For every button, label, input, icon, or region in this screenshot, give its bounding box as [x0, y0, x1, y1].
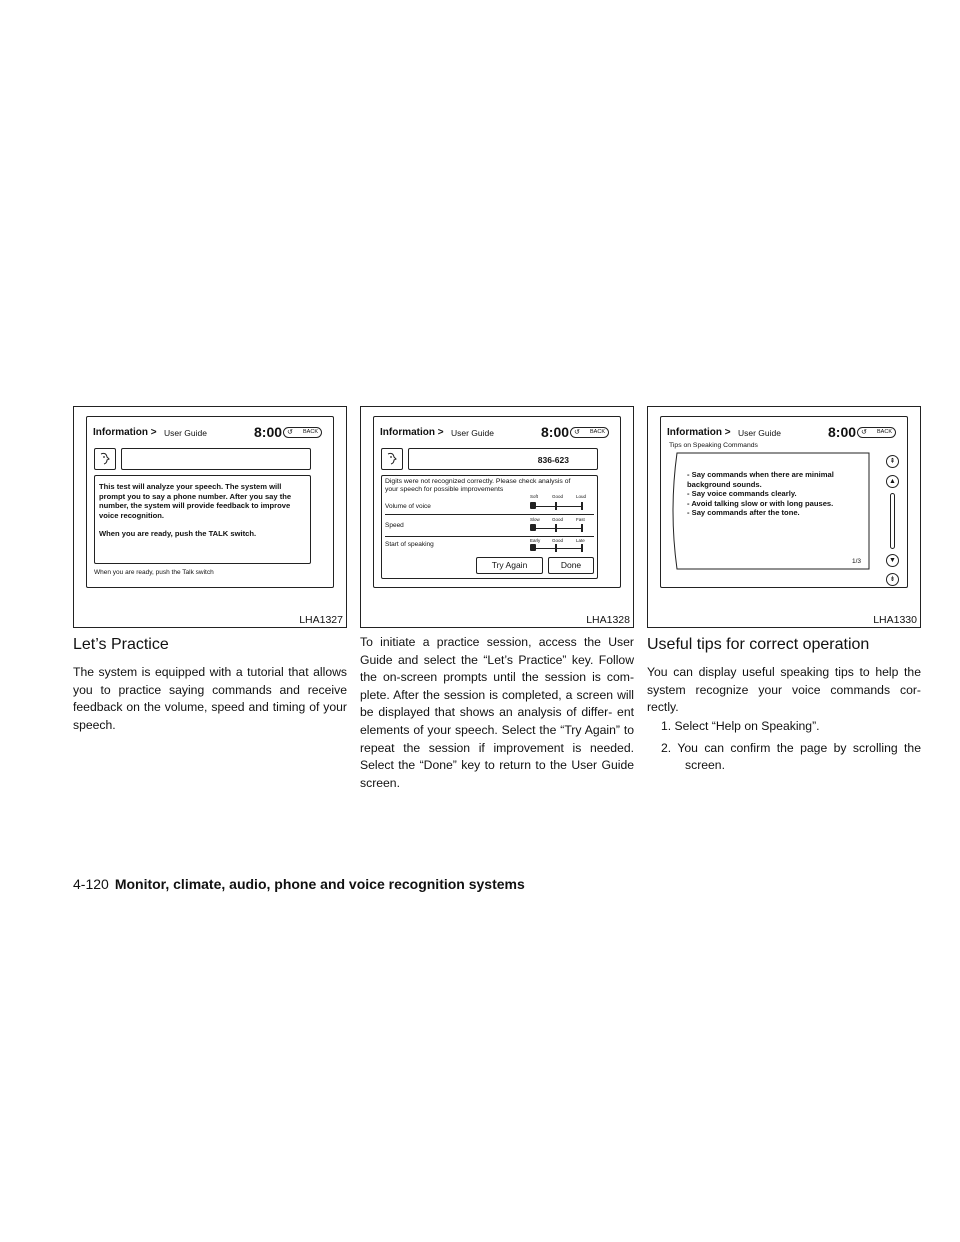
practice-instruction: When you are ready, push the TALK switch.	[99, 529, 257, 538]
scale-high-label: Loud	[576, 494, 587, 499]
scale-mid-label: Good	[552, 538, 564, 543]
scale-line	[532, 528, 582, 529]
figure-lha1328	[360, 406, 634, 628]
divider	[385, 536, 594, 537]
scale-tick	[555, 544, 557, 552]
figure-code: LHA1327	[299, 614, 343, 626]
clock: 8:00	[541, 424, 570, 440]
information-label: Information >	[667, 427, 731, 438]
screen-header	[667, 426, 901, 442]
breadcrumb: User Guide	[164, 428, 207, 438]
back-arrow-icon: ↺	[574, 429, 580, 436]
information-label: Information >	[380, 427, 444, 438]
information-label: Information >	[93, 427, 157, 438]
initiate-paragraph: To initiate a practice session, access the User Guide and select the “Let’s Practice” key. Follow the on-screen prompts until the session is com- plete. After the session is completed, a screen will be displayed that shows an analysis of differ- ent elements of your speech. Select the “Try Again” to repeat the session if improvement is needed. Select the “Done” key to return to the User Guide screen.	[360, 635, 634, 790]
scroll-top-icon[interactable]: ⇞	[886, 455, 899, 468]
scale-tick	[581, 544, 583, 552]
scrollbar[interactable]	[890, 493, 895, 549]
scale-high-label: Late	[576, 538, 585, 543]
done-button[interactable]: Done	[548, 557, 594, 574]
voice-face-icon	[94, 448, 116, 470]
try-again-button[interactable]: Try Again	[476, 557, 543, 574]
scale-low-label: Early	[530, 538, 541, 543]
scale-mid-label: Good	[552, 517, 564, 522]
clock: 8:00	[828, 424, 857, 440]
scroll-bottom-icon[interactable]: ⇟	[886, 573, 899, 586]
number-field	[408, 448, 598, 470]
practice-message: This test will analyze your speech. The system will prompt you to say a phone number. After you say the number, the system will provide feedback to improve voice recognition.	[99, 482, 292, 520]
scale-mid-label: Good	[552, 494, 564, 499]
back-arrow-icon: ↺	[861, 429, 867, 436]
tips-list	[687, 470, 834, 518]
voice-face-icon	[381, 448, 403, 470]
heading-useful-tips: Useful tips for correct operation	[647, 636, 870, 653]
scale-line	[532, 506, 582, 507]
nav-screen	[373, 416, 621, 588]
step-item: 2. You can confirm the page by scrolling the screen.	[661, 740, 921, 773]
scale-line	[532, 548, 582, 549]
practice-paragraph: The system is equipped with a tutorial that allows you to practice saying commands and receive feedback on the volume, speed and timing of your speech.	[73, 665, 347, 732]
back-arrow-icon: ↺	[287, 429, 293, 436]
tip-line: - Avoid talking slow or with long pauses.	[687, 498, 834, 508]
tip-line: background sounds.	[687, 479, 762, 489]
status-line: When you are ready, push the Talk switch	[94, 569, 214, 576]
analysis-message: Digits were not recognized correctly. Please check analysis of your speech for possible improvements	[385, 478, 571, 493]
scale-tick	[581, 502, 583, 510]
scroll-up-icon[interactable]: ▲	[886, 475, 899, 488]
scale-marker	[530, 502, 536, 509]
nav-screen	[86, 416, 334, 588]
figure-lha1327	[73, 406, 347, 628]
back-button[interactable]: ↺ BACK	[570, 427, 609, 438]
screen-header	[380, 426, 614, 442]
scale-low-label: Slow	[530, 517, 540, 522]
step-item: 1. Select “Help on Speaking”.	[661, 719, 820, 733]
clock: 8:00	[254, 424, 283, 440]
page-footer	[73, 876, 525, 892]
analysis-box	[381, 475, 598, 579]
figure-code: LHA1330	[873, 614, 917, 626]
tip-line: - Say commands after the tone.	[687, 508, 800, 517]
scale-low-label: Soft	[530, 494, 539, 499]
row-label-volume: Volume of voice	[385, 503, 431, 510]
tips-title: Tips on Speaking Commands	[669, 442, 758, 449]
tips-paragraph: You can display useful speaking tips to help the system recognize your voice commands cor- rectly.	[647, 665, 921, 715]
heading-lets-practice: Let’s Practice	[73, 636, 169, 653]
message-box	[94, 475, 311, 564]
page-number: 4-120	[73, 876, 109, 892]
nav-screen	[660, 416, 908, 588]
recognized-number: 836-623	[537, 455, 569, 465]
tip-line: - Say voice commands clearly.	[687, 489, 797, 498]
scale-marker	[530, 544, 536, 551]
figure-code: LHA1328	[586, 614, 630, 626]
breadcrumb: User Guide	[738, 428, 781, 438]
page-indicator: 1/3	[851, 558, 861, 565]
row-label-start: Start of speaking	[385, 541, 434, 548]
row-label-speed: Speed	[385, 522, 404, 529]
back-button[interactable]: ↺ BACK	[283, 427, 322, 438]
divider	[385, 514, 594, 515]
tip-line: - Say commands when there are minimal	[687, 470, 834, 479]
scale-high-label: Fast	[576, 517, 585, 522]
scale-tick	[555, 524, 557, 532]
chapter-title: Monitor, climate, audio, phone and voice recognition systems	[114, 876, 525, 892]
speech-field	[121, 448, 311, 470]
scale-tick	[581, 524, 583, 532]
scale-marker	[530, 524, 536, 531]
scale-tick	[555, 502, 557, 510]
back-button[interactable]: ↺ BACK	[857, 427, 896, 438]
steps-list	[647, 718, 921, 779]
scroll-down-icon[interactable]: ▼	[886, 554, 899, 567]
screen-header	[93, 426, 327, 442]
tips-content-area	[667, 451, 871, 571]
breadcrumb: User Guide	[451, 428, 494, 438]
figure-lha1330	[647, 406, 921, 628]
